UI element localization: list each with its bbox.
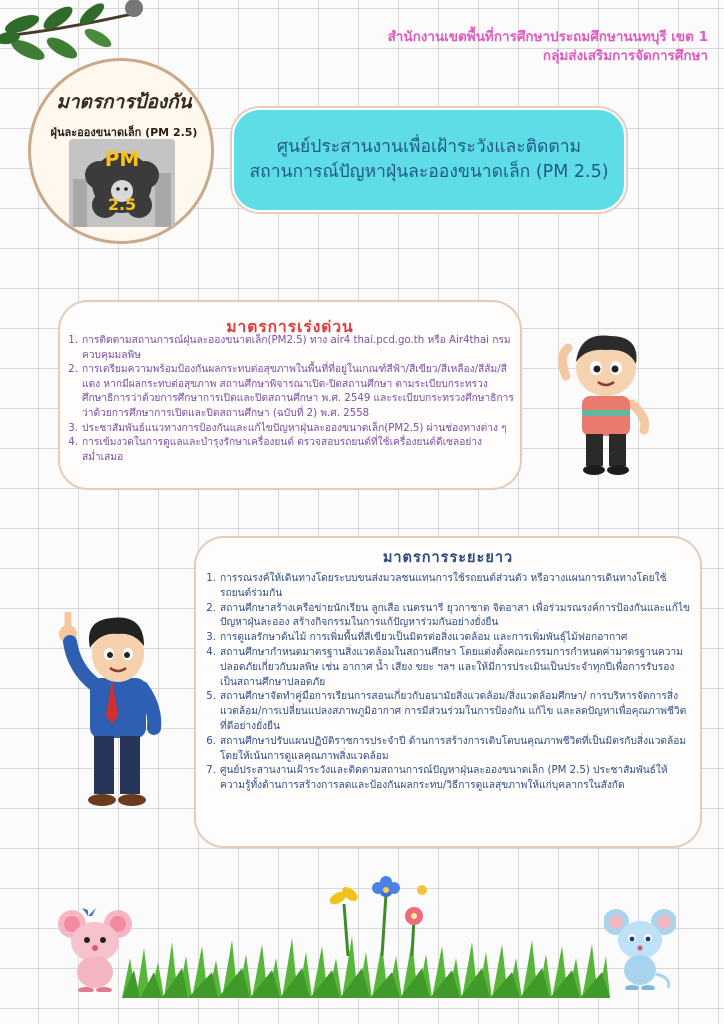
urgent-measures-list bbox=[64, 334, 514, 465]
pointing-man-icon bbox=[54, 612, 170, 810]
list-item bbox=[202, 602, 690, 632]
item-number: 3. bbox=[68, 422, 78, 434]
item-text: ประชาสัมพันธ์แนวทางการป้องกันและแก้ไขปัญหาฝุ่นละอองขนาดเล็ก(PM2.5) ผ่านช่องทางต่าง ๆ bbox=[82, 422, 507, 434]
item-text: สถานศึกษาสร้างเครือข่ายนักเรียน ลูกเสือ เนตรนารี ยุวกาชาด จิตอาสา เพื่อร่วมรณรงค์การป้องกันและแก้ไขปัญหาฝุ่นละออง สร้างกิจกรรมในการแก้ปัญหาร่วมกันอย่างยั่งยืน bbox=[220, 602, 690, 629]
item-text: สถานศึกษาปรับแผนปฏิบัติราชการประจำปี ด้านการสร้างการเติบโตบนคุณภาพชีวิตที่เป็นมิตรกับสิ่งแวดล้อม โดยให้เน้นการดูแลคุณภาพสิ่งแวดล้อม bbox=[220, 735, 687, 762]
center-title-line1: ศูนย์ประสานงานเพื่อเฝ้าระวังและติดตาม bbox=[276, 137, 582, 157]
header bbox=[388, 28, 708, 66]
item-text: สถานศึกษากำหนดมาตรฐานสิ่งแวดล้อมในสถานศึกษา โดยแต่งตั้งคณะกรรมการกำหนดค่ามาตรฐานความปลอดภัยเกี่ยวกับมลพิษ เช่น อากาศ น้ำ เสียง ขยะ ฯลฯ และให้มีการประเมินเป็นประจำทุกปีเพื่อการรับรองเป็นสถานศึกษาปลอดภัย bbox=[220, 646, 683, 688]
badge-subtitle: ฝุ่นละอองขนาดเล็ก (PM 2.5) bbox=[50, 126, 198, 139]
item-number: 4. bbox=[68, 437, 78, 449]
badge-title: มาตรการป้องกัน bbox=[56, 91, 192, 113]
list-item bbox=[64, 436, 514, 465]
item-text: สถานศึกษาจัดทำคู่มือการเรียนการสอนเกี่ยวกับอนามัยสิ่งแวดล้อม/สิ่งแวดล้อมศึกษา/ การบริหารจัดการสิ่งแวดล้อม/การเปลี่ยนแปลงสภาพภูมิอากาศ การมีส่วนร่วมในการป้องกัน แก้ไข และลดปัญหาเพื่อคุณภาพชีวิตที่ดีอย่างยั่งยืน bbox=[220, 691, 687, 732]
item-text: การรณรงค์ให้เดินทางโดยระบบขนส่งมวลชนแทนการใช้รถยนต์ส่วนตัว หรือวางแผนการเดินทางโดยใช้รถยนต์ร่วมกัน bbox=[220, 573, 667, 599]
longterm-measures-title: มาตรการระยะยาว bbox=[382, 550, 514, 566]
urgent-measures-card bbox=[58, 300, 522, 490]
item-number: 3. bbox=[206, 632, 216, 644]
list-item bbox=[202, 690, 690, 734]
item-text: การเข้มงวดในการดูแลและบำรุงรักษาเครื่องยนต์ ตรวจสอบรถยนต์ที่ใช้เครื่องยนต์ดีเซลอย่างสม่ำเสมอ bbox=[82, 437, 483, 463]
pm-badge bbox=[28, 58, 214, 244]
list-item bbox=[64, 363, 514, 421]
item-text: การติดตามสถานการณ์ฝุ่นละอองขนาดเล็ก(PM2.5) ทาง air4 thai.pcd.go.th หรือ Air4thai กรมควบคุมมลพิษ bbox=[82, 335, 511, 361]
list-item bbox=[202, 572, 690, 602]
header-group: กลุ่มส่งเสริมการจัดการศึกษา bbox=[542, 48, 708, 64]
item-number: 2. bbox=[68, 364, 78, 376]
list-item bbox=[202, 646, 690, 690]
item-number: 1. bbox=[68, 335, 78, 346]
flowers-icon bbox=[318, 876, 438, 956]
list-item bbox=[202, 764, 690, 794]
center-title-line2: สถานการณ์ปัญหาฝุ่นละอองขนาดเล็ก (PM 2.5) bbox=[249, 162, 609, 182]
item-number: 4. bbox=[206, 646, 216, 658]
item-number: 5. bbox=[206, 691, 216, 703]
center-title-box bbox=[232, 108, 626, 212]
pink-mouse-icon bbox=[58, 904, 132, 992]
item-number: 2. bbox=[206, 602, 216, 614]
list-item bbox=[202, 631, 690, 646]
header-office: สำนักงานเขตพื้นที่การศึกษาประถมศึกษานนทบุรี เขต 1 bbox=[387, 29, 708, 45]
pm-value: 2.5 bbox=[107, 195, 137, 214]
item-number: 1. bbox=[206, 573, 216, 584]
list-item bbox=[64, 422, 514, 437]
list-item bbox=[64, 334, 514, 363]
item-text: การเตรียมความพร้อมป้องกันผลกระทบต่อสุขภาพในพื้นที่ที่อยู่ในเกณฑ์สีฟ้า/สีเขียว/สีเหลือง/สีส้ม/สีแดง หากมีผลกระทบต่อสุขภาพ สถานศึกษาพิจารณาเปิด-ปิดสถานศึกษา ตามระเบียบกระทรวงศึกษาธิการว่าด้วยการศึกษาการเปิดและปิดสถานศึกษา พ.ศ. 2549 และระเบียบกระทรวงศึกษาธิการว่าด้วยการศึกษาการเปิดและปิดสถานศึกษา (ฉบับที่ 2) พ.ศ. 2558 bbox=[82, 364, 514, 419]
longterm-measures-list bbox=[202, 572, 690, 794]
pm-label: PM bbox=[104, 147, 140, 171]
pm-smog-image bbox=[69, 139, 175, 227]
item-number: 7. bbox=[206, 765, 216, 777]
item-number: 6. bbox=[206, 735, 216, 747]
waving-boy-icon bbox=[556, 326, 656, 476]
item-text: การดูแลรักษาต้นไม้ การเพิ่มพื้นที่สีเขียวเป็นมิตรต่อสิ่งแวดล้อม และการเพิ่มพันธุ์ไม้ฟอกอากาศ bbox=[220, 632, 628, 644]
longterm-measures-card bbox=[194, 536, 702, 848]
urgent-measures-title: มาตรการเร่งด่วน bbox=[226, 318, 354, 336]
item-text: ศูนย์ประสานงานเฝ้าระวังและติดตามสถานการณ์ปัญหาฝุ่นละอองขนาดเล็ก (PM 2.5) ประชาสัมพันธ์ให้ความรู้ทั้งด้านการสร้างการลดและป้องกันผลกระทบ/วิธีการดูแลสุขภาพให้แก่บุคลากรในสังกัด bbox=[220, 765, 668, 792]
blue-mouse-icon bbox=[604, 904, 676, 990]
list-item bbox=[202, 735, 690, 765]
